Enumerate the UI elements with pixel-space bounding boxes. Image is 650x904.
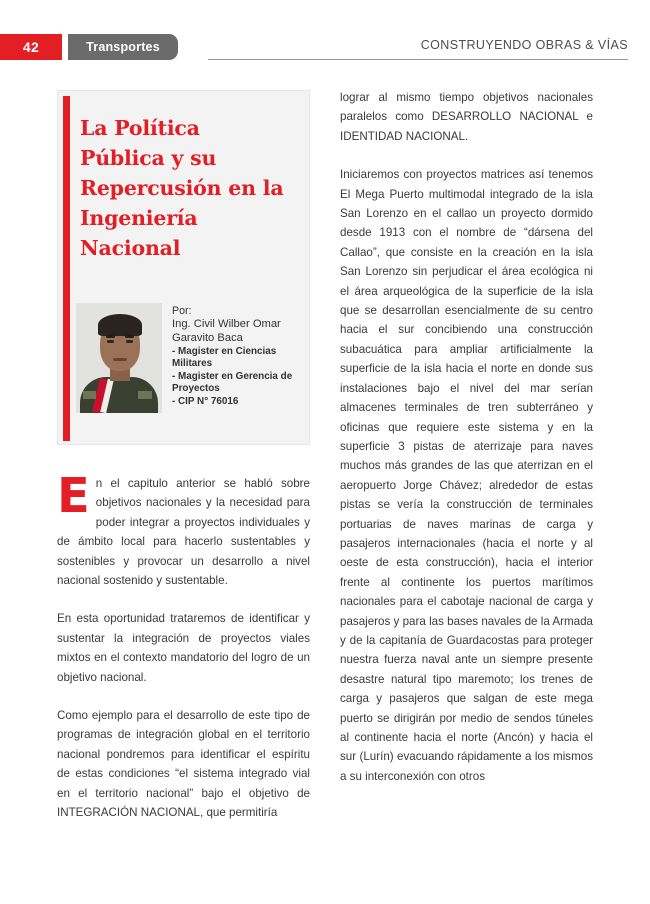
- paragraph-text: En esta oportunidad trataremos de identificar y sustentar la integración de proyectos viales mixtos en el contexto mandatorio del logro de un objetivo nacional.: [57, 612, 310, 684]
- article-title-card: [57, 90, 310, 445]
- body-paragraph: [57, 609, 310, 687]
- body-paragraph: [340, 165, 593, 786]
- body-paragraph: [340, 88, 593, 146]
- portrait-mouth: [113, 358, 127, 361]
- author-credential: - CIP N° 76016: [172, 395, 239, 407]
- page-number-badge: 42: [0, 34, 62, 60]
- article-title: La Política Pública y su Repercusión en la Ingeniería Nacional: [80, 116, 284, 260]
- paragraph-text: Como ejemplo para el desarrollo de este tipo de programas de integración global en el territorio nacional pondremos para identificar el espíritu de estas condiciones “el sistema integrado vial en el territorio nacional” bajo el objetivo de INTEGRACIÓN NACIONAL, que permitiría: [57, 709, 310, 820]
- portrait-eye-right: [126, 340, 133, 343]
- body-column-left: [57, 468, 310, 823]
- accent-bar: [63, 96, 70, 441]
- author-by-label: Por:: [172, 305, 192, 317]
- author-block: [76, 303, 304, 413]
- page-header: [0, 34, 650, 64]
- author-credential: - Magister en Gerencia de Proyectos: [172, 370, 293, 395]
- paragraph-text: n el capitulo anterior se habló sobre objetivos nacionales y la necesidad para poder integrar a proyectos individuales y de ámbito local para hacerlo sustentables y sostenibles y provocar un desarrollo a nivel nacional sostenido y sustentable.: [57, 477, 310, 588]
- paragraph-text: lograr al mismo tiempo objetivos nacionales paralelos como DESARROLLO NACIONAL e IDENTIDAD NACIONAL.: [340, 91, 593, 143]
- body-column-right: [340, 88, 593, 786]
- drop-cap: E: [57, 468, 90, 524]
- portrait-hair: [98, 314, 142, 336]
- author-photo: [76, 303, 162, 413]
- body-paragraph: [57, 468, 310, 590]
- portrait-epaulette-left: [83, 391, 96, 399]
- header-divider: [208, 59, 628, 60]
- author-name: Ing. Civil Wilber Omar Garavito Baca: [172, 318, 281, 345]
- section-tag: Transportes: [68, 34, 178, 60]
- portrait-brow-right: [125, 335, 134, 338]
- author-credential: - Magister en Ciencias Militares: [172, 346, 277, 370]
- portrait-eye-left: [107, 340, 114, 343]
- portrait-epaulette-right: [138, 391, 152, 399]
- publication-title: CONSTRUYENDO OBRAS & VÍAS: [420, 38, 628, 52]
- paragraph-text: Iniciaremos con proyectos matrices así tenemos El Mega Puerto multimodal integrado de la isla San Lorenzo en el callao un proyecto dormido desde 1913 con el nombre de “dársena del Callao”, que consiste en la creación en la isla San Lorenzo sin perjudicar el área ecológica ni el área arqueológica de la superficie de la isla que se desarrollan esencialmente de su centro hacia el sur concibiendo una construcción subacuática para ampliar artificialmente la superficie de la isla hacia el norte en donde sus instalaciones bajo el nivel del mar serían almacenes terminales de tren subterráneo y oficinas que requiere este sistema y en la superficie 3 pistas de aterrizaje para naves muchos más grandes de las que aterrizan en el aeropuerto Jorge Chávez; alrededor de estas pistas se vería la construcción de terminales portuarias de naves marinas de carga y pasajeros internacionales (hacia el norte y al oeste de esta construcción), hacia el interior frente al continente los puertos marítimos nacionales para el cabotaje nacional de carga y pasajeros y para las bases navales de la Armada y de la capitanía de Guardacostas para proteger nuestra fuerza naval ante un siempre presente desastre natural tipo maremoto; los trenes de carga y pasajeros que salgan de este mega puerto se dirigirán por medio de sendos túneles al continente hacia el norte (Ancón) y hacia el sur (Lurín) evacuando rápidamente a los mismos a su interconexión con otros: [340, 168, 593, 783]
- body-paragraph: [57, 706, 310, 822]
- portrait-brow-left: [106, 335, 115, 338]
- author-details: [172, 303, 304, 413]
